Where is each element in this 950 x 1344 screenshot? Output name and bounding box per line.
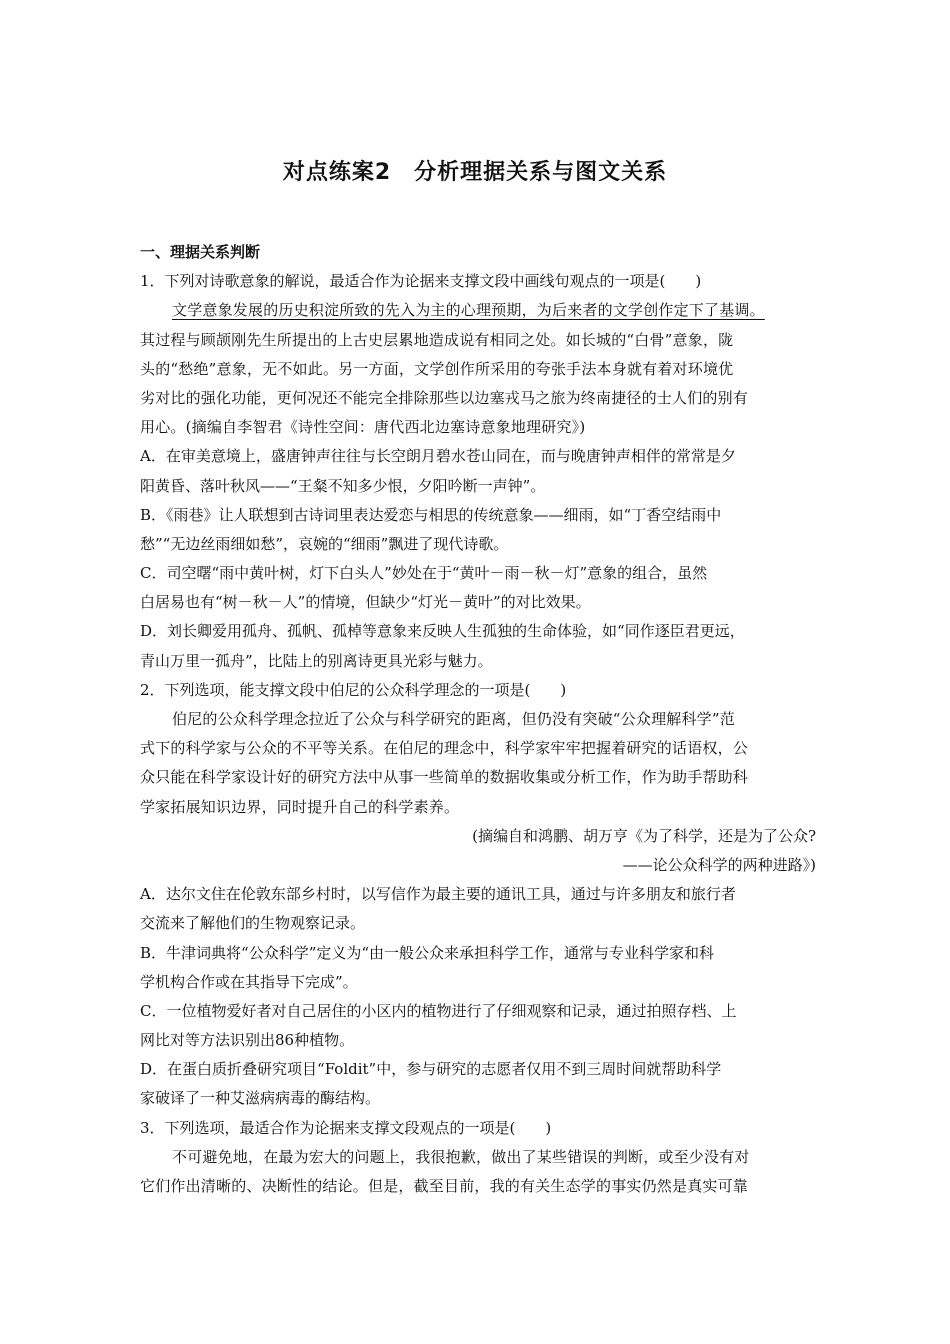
answer-option-line: 交流来了解他们的生物观察记录。	[140, 914, 366, 933]
passage-line: 学家拓展知识边界，同时提升自己的科学素养。	[140, 797, 460, 816]
answer-option-line: 白居易也有“树－秋－人”的情境，但缺少“灯光－黄叶”的对比效果。	[140, 593, 591, 612]
answer-option-line: 家破译了一种艾滋病病毒的酶结构。	[140, 1089, 381, 1108]
underlined-passage-line	[140, 296, 816, 325]
passage-line: 不可避免地，在最为宏大的问题上，我很抱歉，做出了某些错误的判断，或至少没有对	[172, 1147, 750, 1166]
answer-option-line: A．在审美意境上，盛唐钟声往往与长空朗月碧水苍山同在，而与晚唐钟声相伴的常常是夕	[140, 447, 736, 466]
answer-option-line: C．一位植物爱好者对自己居住的小区内的植物进行了仔细观察和记录，通过拍照存档、上	[140, 1001, 737, 1020]
text-lines	[140, 267, 816, 1201]
underlined-claim: 文学意象发展的历史积淀所致的先入为主的心理预期，为后来者的文学创作定下了基调。	[172, 301, 765, 320]
question-stem: 3．下列选项，最适合作为论据来支撑文段观点的一项是( )	[140, 1118, 552, 1137]
section-heading: 一、理据关系判断	[140, 243, 261, 261]
passage-line: 劣对比的强化功能，更何况还不能完全排除那些以边塞戎马之旅为终南捷径的士人们的别有	[140, 388, 749, 407]
source-citation: ——论公众科学的两种进路》)	[622, 855, 816, 874]
passage-line: 众只能在科学家设计好的研究方法中从事一些简单的数据收集或分析工作，作为助手帮助科	[140, 768, 749, 787]
answer-option-line: 学机构合作或在其指导下完成”。	[140, 972, 358, 991]
answer-option-line: 愁”“无边丝雨细如愁”，哀婉的“细雨”飘进了现代诗歌。	[140, 534, 509, 553]
passage-line: 伯尼的公众科学理念拉近了公众与科学研究的距离，但仍没有突破“公众理解科学”范	[172, 710, 735, 728]
answer-option-line: 阳黄昏、落叶秋风——“王粲不知多少恨，夕阳吟断一声钟”。	[140, 476, 546, 495]
passage-line: 用心。(摘编自李智君《诗性空间：唐代西北边塞诗意象地理研究》)	[140, 418, 586, 437]
passage-line: 式下的科学家与公众的不平等关系。在伯尼的理念中，科学家牢牢把握着研究的话语权，公	[140, 739, 749, 758]
passage-line: 头的“愁绝”意象，无不如此。另一方面，文学创作所采用的夸张手法本身就有着对环境优	[140, 359, 734, 378]
answer-option-line: B．《雨巷》让人联想到古诗词里表达爱恋与相思的传统意象——细雨，如“丁香空结雨中	[140, 505, 722, 524]
answer-option-line: A．达尔文住在伦敦东部乡村时，以写信作为最主要的通讯工具，通过与许多朋友和旅行者	[140, 885, 736, 904]
answer-option-line: 网比对等方法识别出86种植物。	[140, 1031, 355, 1050]
answer-option-line: D．刘长卿爱用孤舟、孤帆、孤棹等意象来反映人生孤独的生命体验，如“同作逐臣君更远，	[140, 622, 745, 641]
source-citation: (摘编自和鸿鹏、胡万亨《为了科学，还是为了公众?	[472, 826, 816, 845]
passage-line: 其过程与顾颉刚先生所提出的上古史层累地造成说有相同之处。如长城的“白骨”意象，陇	[140, 330, 734, 349]
passage-line: 它们作出清晰的、决断性的结论。但是，截至目前，我的有关生态学的事实仍然是真实可靠	[140, 1177, 749, 1195]
page-title: 对点练案2 分析理据关系与图文关系	[282, 160, 668, 185]
answer-option-line: 青山万里一孤舟”，比陆上的别离诗更具光彩与魅力。	[140, 651, 493, 670]
question-stem: 2．下列选项，能支撑文段中伯尼的公众科学理念的一项是( )	[140, 680, 567, 699]
document-body	[140, 238, 816, 1201]
answer-option-line: B．牛津词典将“公众科学”定义为“由一般公众来承担科学工作，通常与专业科学家和科	[140, 943, 715, 962]
answer-option-line: C．司空曙“雨中黄叶树，灯下白头人”妙处在于“黄叶－雨－秋－灯”意象的组合，虽然	[140, 564, 708, 583]
answer-option-line: D．在蛋白质折叠研究项目“Foldit”中，参与研究的志愿者仅用不到三周时间就帮助科学	[140, 1060, 722, 1079]
question-stem: 1．下列对诗歌意象的解说，最适合作为论据来支撑文段中画线句观点的一项是( )	[140, 272, 702, 291]
